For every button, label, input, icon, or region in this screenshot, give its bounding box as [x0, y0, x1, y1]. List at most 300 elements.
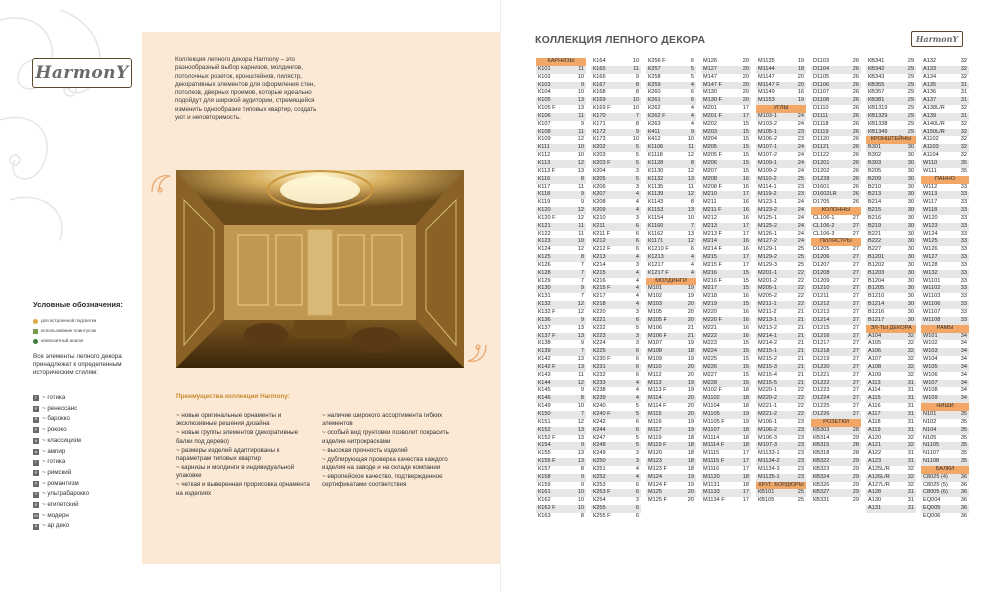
product-code: К1217 — [648, 261, 664, 268]
page-number: 12 — [687, 191, 694, 198]
page-number: 9 — [635, 73, 639, 80]
page-number: 26 — [852, 128, 859, 135]
page-number: 29 — [852, 434, 859, 441]
page-number: 13 — [577, 426, 584, 433]
page-number: 21 — [797, 379, 804, 386]
style-mark-icon: Г — [34, 459, 38, 465]
table-row — [921, 223, 969, 231]
table-row — [921, 82, 969, 90]
product-code: М105-1 — [758, 128, 777, 135]
harmony-logo-small — [911, 31, 963, 47]
table-row — [591, 238, 641, 246]
table-row — [921, 293, 969, 301]
table-row — [701, 231, 751, 239]
product-code: М1116 — [703, 465, 720, 472]
product-code: М213-1 — [758, 316, 777, 323]
page-number: 9 — [580, 481, 584, 488]
table-row — [866, 427, 916, 435]
page-number: 18 — [742, 426, 749, 433]
product-code: А131 — [868, 505, 882, 512]
product-code: М107-1 — [758, 144, 777, 151]
table-row — [756, 442, 806, 450]
page-number: 19 — [687, 481, 694, 488]
table-row — [591, 435, 641, 443]
table-row — [701, 474, 751, 482]
page-number: 31 — [907, 410, 914, 417]
table-row — [646, 231, 696, 239]
table-row — [811, 136, 861, 144]
table-row — [866, 223, 916, 231]
page-number: 12 — [687, 152, 694, 159]
page-number: 29 — [907, 120, 914, 127]
product-code: КВ318 — [813, 450, 830, 457]
page-number: 5 — [635, 159, 639, 166]
page-number: 27 — [852, 285, 859, 292]
product-code: W103 — [923, 348, 938, 355]
table-row — [811, 387, 861, 395]
table-row — [646, 333, 696, 341]
page-number: 33 — [960, 261, 967, 268]
page-number: 20 — [742, 73, 749, 80]
page-number: 4 — [690, 120, 694, 127]
table-row — [591, 364, 641, 372]
table-row — [701, 199, 751, 207]
product-code: ЕQ006 — [923, 512, 941, 519]
table-row — [646, 309, 696, 317]
page-number: 9 — [580, 340, 584, 347]
table-row — [756, 136, 806, 144]
page-number: 7 — [580, 293, 584, 300]
page-number: 31 — [907, 395, 914, 402]
page-number: 12 — [577, 246, 584, 253]
table-row — [646, 325, 696, 333]
product-code: М106-3 — [758, 434, 777, 441]
table-row — [811, 168, 861, 176]
table-row — [866, 450, 916, 458]
product-code: D1201 — [813, 159, 830, 166]
product-code: М213 — [703, 222, 717, 229]
page-number: 36 — [960, 481, 967, 488]
table-row — [756, 466, 806, 474]
page-number: 28 — [852, 450, 859, 457]
page-number: 32 — [907, 340, 914, 347]
page-number: 6 — [635, 363, 639, 370]
table-row — [921, 348, 969, 356]
legend-item-label: для встроенной подсветки — [41, 318, 97, 323]
product-code: W124 — [923, 230, 938, 237]
product-code: М218 — [703, 293, 717, 300]
catalog-column — [536, 58, 586, 521]
product-code: К232 — [593, 371, 606, 378]
table-row — [536, 82, 586, 90]
table-row — [701, 176, 751, 184]
product-code: М220 F — [703, 316, 722, 323]
page-number: 16 — [742, 207, 749, 214]
section-header — [866, 136, 916, 144]
product-code: А104 — [868, 332, 882, 339]
page-number: 25 — [797, 175, 804, 182]
table-row — [591, 419, 641, 427]
product-code: К1118 — [648, 152, 663, 159]
table-row — [701, 254, 751, 262]
table-row — [921, 482, 969, 490]
page-number: 3 — [635, 167, 639, 174]
table-row — [591, 340, 641, 348]
advantages-right — [322, 412, 457, 490]
style-mark-icon: Б — [34, 416, 38, 422]
page-number: 34 — [960, 371, 967, 378]
page-number: 19 — [687, 340, 694, 347]
table-row — [921, 231, 969, 239]
table-row — [921, 121, 969, 129]
product-code: W1108 — [923, 316, 941, 323]
table-row — [921, 191, 969, 199]
product-code: W111 — [923, 167, 937, 174]
page-number: 7 — [580, 410, 584, 417]
table-row — [701, 121, 751, 129]
advantage-item: ~ европейское качество, подтвержденное сертификатами соответствия — [322, 472, 443, 489]
product-code: W105 — [923, 363, 938, 370]
product-code: КВ343 — [868, 73, 885, 80]
product-code: А107 — [868, 356, 882, 363]
table-row — [646, 348, 696, 356]
page-number: 3 — [635, 458, 639, 465]
product-code: А126L/R — [868, 473, 890, 480]
product-code: С8025 (5) — [923, 481, 948, 488]
page-number: 35 — [960, 418, 967, 425]
page-number: 33 — [960, 301, 967, 308]
product-code: К1130 — [648, 167, 664, 174]
page-number: 9 — [580, 387, 584, 394]
table-row — [866, 317, 916, 325]
table-row — [866, 458, 916, 466]
product-code: К256 F — [648, 58, 666, 64]
page-number: 27 — [852, 277, 859, 284]
page-number: 6 — [635, 489, 639, 496]
table-row — [811, 223, 861, 231]
page-number: 18 — [797, 65, 804, 72]
page-number: 13 — [577, 356, 584, 363]
table-row — [811, 442, 861, 450]
page-number: 30 — [907, 316, 914, 323]
page-number: 23 — [797, 136, 804, 143]
flourish-icon — [150, 172, 172, 194]
table-row — [701, 152, 751, 160]
page-number: 15 — [742, 269, 749, 276]
section-label: ПАННО — [934, 175, 956, 182]
table-row — [866, 340, 916, 348]
page-number: 21 — [797, 332, 804, 339]
product-code: М129-1 — [758, 246, 777, 253]
page-number: 3 — [635, 450, 639, 457]
product-code: М110-2 — [758, 175, 777, 182]
styles-list — [33, 393, 89, 532]
product-code: В302 — [868, 152, 882, 159]
product-code: D1122 — [813, 152, 830, 159]
product-code: М214-1 — [758, 332, 777, 339]
page-number: 26 — [852, 65, 859, 72]
product-code: К207 — [593, 191, 606, 198]
table-row — [536, 129, 586, 137]
product-code: М127 — [703, 65, 717, 72]
table-row — [536, 435, 586, 443]
table-row — [536, 113, 586, 121]
product-code: К206 — [593, 183, 606, 190]
product-code: К155 — [538, 450, 551, 457]
table-row — [536, 372, 586, 380]
table-row — [866, 411, 916, 419]
table-row — [921, 513, 969, 521]
table-row — [536, 317, 586, 325]
page-number: 36 — [960, 512, 967, 519]
table-row — [866, 333, 916, 341]
page-number: 16 — [742, 199, 749, 206]
table-row — [921, 395, 969, 403]
product-code: С8025 (4) — [923, 473, 948, 480]
product-code: D1202 — [813, 167, 830, 174]
table-row — [536, 482, 586, 490]
page-number: 15 — [742, 167, 749, 174]
product-code: D1210 — [813, 285, 830, 292]
page-number: 31 — [907, 426, 914, 433]
table-row — [591, 270, 641, 278]
table-row — [811, 231, 861, 239]
table-row — [866, 231, 916, 239]
table-row — [701, 97, 751, 105]
table-row — [866, 356, 916, 364]
product-code: М211-2 — [758, 309, 777, 315]
table-row — [811, 301, 861, 309]
page-number: 26 — [852, 144, 859, 151]
table-row — [811, 435, 861, 443]
table-row — [756, 458, 806, 466]
table-row — [591, 262, 641, 270]
page-number: 9 — [580, 473, 584, 480]
table-row — [646, 270, 696, 278]
table-row — [536, 74, 586, 82]
product-code: К203 — [593, 152, 606, 159]
table-row — [591, 184, 641, 192]
product-code: К101 — [538, 65, 551, 72]
page-number: 13 — [577, 450, 584, 457]
page-number: 18 — [687, 450, 694, 457]
page-number: 33 — [960, 285, 967, 292]
table-row — [866, 176, 916, 184]
product-code: М228 — [703, 379, 717, 386]
table-row — [536, 136, 586, 144]
table-row — [591, 74, 641, 82]
product-code: К261 — [648, 97, 661, 104]
table-row — [921, 301, 969, 309]
page-number: 18 — [687, 458, 694, 465]
style-label: ~ барокко — [42, 415, 70, 423]
page-number: 27 — [852, 246, 859, 253]
table-row — [701, 364, 751, 372]
page-number: 30 — [907, 285, 914, 292]
harmony-logo — [32, 58, 132, 88]
page-number: 15 — [742, 120, 749, 127]
page-number: 17 — [742, 465, 749, 472]
table-row — [646, 285, 696, 293]
product-code: К247 — [593, 434, 606, 441]
table-row — [756, 364, 806, 372]
style-label: ~ ар деко — [42, 522, 70, 530]
page-number: 35 — [960, 450, 967, 457]
table-row — [866, 215, 916, 223]
table-row — [811, 278, 861, 286]
page-number: 8 — [580, 254, 584, 261]
table-row — [591, 191, 641, 199]
page-number: 26 — [852, 152, 859, 159]
product-code: К1139 — [648, 191, 664, 198]
table-row — [536, 231, 586, 239]
product-code: К111 — [538, 144, 550, 151]
table-row — [536, 168, 586, 176]
style-item — [33, 511, 89, 522]
style-label: ~ модерн — [42, 511, 69, 519]
table-row — [921, 105, 969, 113]
page-number: 18 — [687, 465, 694, 472]
table-row — [701, 395, 751, 403]
page-number: 35 — [960, 167, 967, 174]
table-row — [536, 207, 586, 215]
product-code: А127L/R — [868, 481, 890, 488]
product-code: М1149 — [758, 89, 775, 96]
product-code: К142 — [538, 356, 551, 363]
page-number: 5 — [635, 152, 639, 159]
page-number: 23 — [797, 426, 804, 433]
page-number: 4 — [635, 465, 639, 472]
table-row — [811, 262, 861, 270]
page-number: 31 — [960, 89, 967, 96]
table-row — [756, 144, 806, 152]
table-row — [811, 325, 861, 333]
page-number: 23 — [797, 183, 804, 190]
page-number: 12 — [687, 167, 694, 174]
product-code: М216 F — [703, 277, 722, 284]
product-code: D1211 — [813, 293, 830, 300]
product-code: М102 — [648, 293, 662, 300]
table-row — [591, 395, 641, 403]
page-number: 9 — [580, 316, 584, 323]
page-number: 10 — [632, 58, 639, 64]
table-row — [921, 113, 969, 121]
product-code: М220-2 — [758, 395, 777, 402]
table-row — [756, 246, 806, 254]
table-row — [866, 489, 916, 497]
table-row — [811, 66, 861, 74]
table-row — [701, 333, 751, 341]
table-row — [701, 215, 751, 223]
page-number: 32 — [960, 58, 967, 64]
page-number: 33 — [960, 269, 967, 276]
style-item — [33, 500, 89, 511]
product-code: М119-2 — [758, 191, 777, 198]
page-number: 24 — [797, 207, 804, 214]
product-code: К144 — [538, 379, 551, 386]
page-number: 8 — [635, 81, 639, 88]
table-row — [866, 348, 916, 356]
page-number: 21 — [797, 348, 804, 355]
page-number: 18 — [687, 434, 694, 441]
page-number: 26 — [852, 167, 859, 174]
table-row — [646, 427, 696, 435]
table-row — [921, 419, 969, 427]
product-code: К107 — [538, 120, 551, 127]
page-number: 22 — [797, 269, 804, 276]
table-row — [811, 466, 861, 474]
page-number: 26 — [852, 199, 859, 206]
page-number: 30 — [907, 152, 914, 159]
product-code: W101 — [923, 332, 938, 339]
advantage-item: ~ размеры изделий адаптированы к параметрам типовых квартир — [176, 446, 280, 463]
page-number: 9 — [635, 128, 639, 135]
section-header — [921, 325, 969, 333]
page-number: 6 — [635, 246, 639, 253]
product-code: А1103 — [923, 144, 939, 151]
product-code: М1153 — [758, 97, 775, 104]
page-number: 27 — [852, 269, 859, 276]
page-number: 16 — [742, 175, 749, 182]
table-row — [591, 403, 641, 411]
page-number: 10 — [577, 89, 584, 96]
table-row — [646, 466, 696, 474]
product-code: А140L/R — [923, 120, 945, 127]
product-code: К222 — [593, 324, 606, 331]
product-code: К125 — [538, 254, 551, 261]
page-number: 16 — [742, 238, 749, 245]
table-row — [646, 340, 696, 348]
table-row — [756, 450, 806, 458]
page-number: 34 — [960, 363, 967, 370]
table-row — [811, 489, 861, 497]
product-code: М130 — [703, 89, 717, 96]
table-row — [756, 497, 806, 505]
table-row — [756, 317, 806, 325]
section-header — [646, 278, 696, 286]
product-code: К105 F — [538, 105, 556, 112]
product-code: М215-4 — [758, 371, 777, 378]
product-code: М220 — [703, 309, 717, 315]
table-row — [646, 160, 696, 168]
product-code: М227 — [703, 371, 717, 378]
product-code: М213 F — [703, 230, 722, 237]
page-number: 11 — [578, 230, 584, 237]
table-row — [591, 160, 641, 168]
product-code: К244 — [593, 426, 606, 433]
page-number: 6 — [690, 58, 694, 64]
page-number: 22 — [797, 410, 804, 417]
page-number: 32 — [907, 363, 914, 370]
table-row — [921, 246, 969, 254]
product-code: М215-3 — [758, 363, 777, 370]
table-row — [591, 254, 641, 262]
table-row — [921, 97, 969, 105]
product-code: М105 F — [648, 316, 667, 323]
product-code: CL106-1 — [813, 214, 835, 221]
page-number: 4 — [690, 261, 694, 268]
table-row — [866, 395, 916, 403]
table-row — [866, 168, 916, 176]
section-label: УГЛЫ — [773, 105, 789, 112]
table-row — [591, 387, 641, 395]
page-number: 29 — [907, 89, 914, 96]
page-number: 30 — [907, 246, 914, 253]
table-row — [756, 435, 806, 443]
product-code: М1102 — [703, 395, 720, 402]
product-code: К249 — [593, 450, 606, 457]
product-code: К231 — [593, 363, 606, 370]
